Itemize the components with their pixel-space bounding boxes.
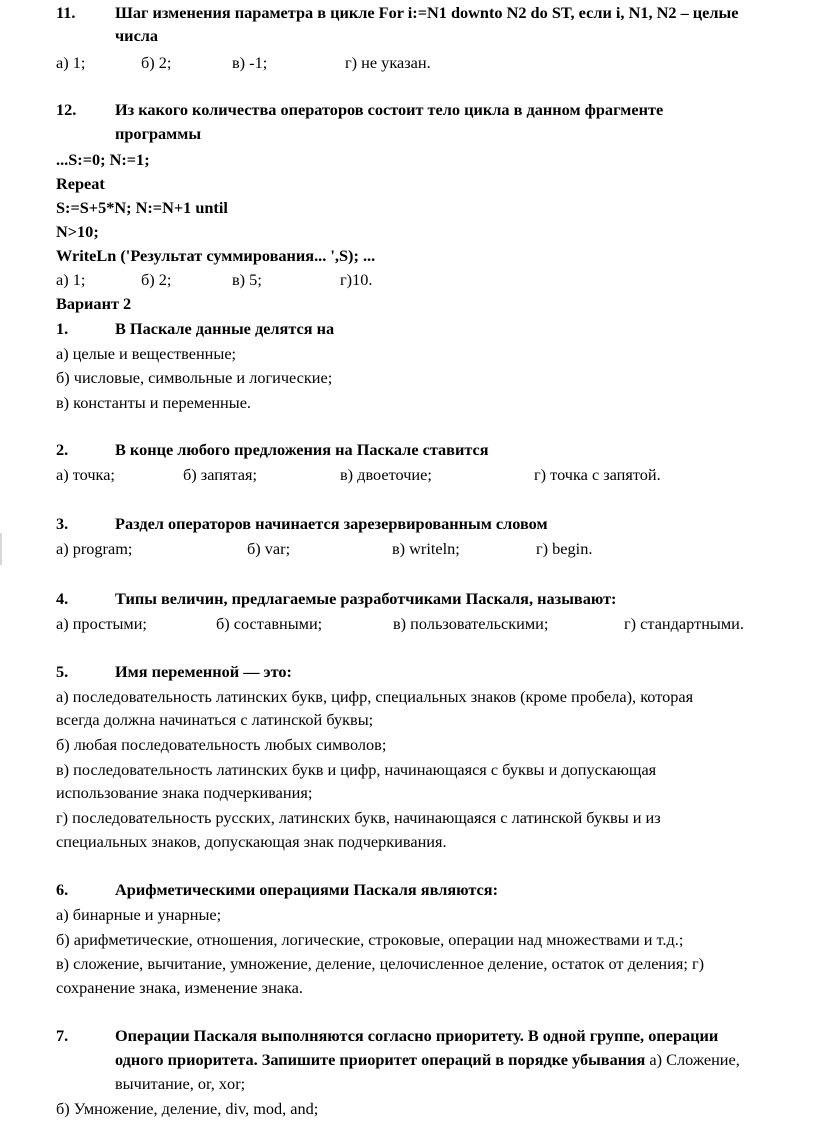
question-number: 5. [56, 662, 69, 681]
question-number: 12. [56, 100, 77, 119]
question-text-cont: программы [115, 124, 202, 143]
answer-line: использование знака подчеркивания; [56, 783, 313, 802]
question-number: 4. [56, 589, 69, 608]
answer-option: г) точка с запятой. [534, 465, 661, 484]
answer-option: в) -1; [232, 53, 268, 72]
answer-option: а) 1; [56, 270, 86, 289]
answer-option: г) begin. [536, 539, 593, 558]
variant-title: Вариант 2 [56, 294, 132, 313]
answer-line: г) последовательность русских, латинских букв, начинающаяся с латинской буквы и из [56, 808, 661, 827]
answer-option: б) составными; [216, 614, 323, 633]
question-number: 2. [56, 440, 69, 459]
question-number: 3. [56, 514, 69, 533]
answer-option: а) простыми; [56, 614, 147, 633]
answer-option: в) 5; [232, 270, 262, 289]
answer-inline: а) Сложение, [645, 1050, 740, 1069]
question-number: 7. [56, 1026, 69, 1045]
question-text: Из какого количества операторов состоит тело цикла в данном фрагменте [115, 100, 664, 119]
question-text: Раздел операторов начинается зарезервированным словом [115, 514, 548, 533]
code-line: Repeat [56, 174, 105, 193]
code-line: S:=S+5*N; N:=N+1 until [56, 198, 228, 217]
question-number: 6. [56, 880, 69, 899]
question-text: Шаг изменения параметра в цикле For i:=N1 downto N2 do ST, если i, N1, N2 – целые [115, 3, 739, 22]
scan-edge-mark [0, 533, 2, 565]
answer-option: б) запятая; [183, 465, 257, 484]
answer-line: всегда должна начинаться с латинской буквы; [56, 710, 374, 729]
answer-line: сохранение знака, изменение знака. [56, 978, 303, 997]
answer-option: г) стандартными. [624, 614, 744, 633]
question-text-cont: числа [115, 26, 159, 45]
question-text-cont [115, 1050, 740, 1070]
answer-line: б) любая последовательность любых символов; [56, 735, 387, 754]
question-text: Арифметическими операциями Паскаля являются: [115, 880, 499, 899]
question-text-bold: одного приоритета. Запишите приоритет операций в порядке убывания [115, 1050, 646, 1069]
answer-line: в) константы и переменные. [56, 393, 252, 412]
answer-line: б) арифметические, отношения, логические, строковые, операции над множествами и т.д.; [56, 930, 684, 949]
answer-option: а) точка; [56, 465, 115, 484]
answer-line: б) Умножение, деление, div, mod, and; [56, 1099, 319, 1118]
answer-line: специальных знаков, допускающая знак подчеркивания. [56, 832, 447, 851]
answer-option: б) var; [247, 539, 291, 558]
answer-option: б) 2; [141, 270, 172, 289]
answer-option: а) 1; [56, 53, 86, 72]
question-text: В конце любого предложения на Паскале ставится [115, 440, 489, 459]
answer-option: в) пользовательскими; [393, 614, 549, 633]
question-text: Операции Паскаля выполняются согласно приоритету. В одной группе, операции [115, 1026, 719, 1045]
answer-line: в) последовательность латинских букв и цифр, начинающаяся с буквы и допускающая [56, 760, 657, 779]
code-line: N>10; [56, 222, 99, 241]
question-text: Типы величин, предлагаемые разработчиками Паскаля, называют: [115, 589, 617, 608]
answer-line: в) сложение, вычитание, умножение, деление, целочисленное деление, остаток от деления; г) [56, 954, 705, 973]
answer-line: б) числовые, символьные и логические; [56, 368, 333, 387]
answer-option: г)10. [340, 270, 373, 289]
answer-option: г) не указан. [345, 53, 431, 72]
answer-line: вычитание, or, xor; [115, 1074, 246, 1093]
answer-option: в) двоеточие; [340, 465, 432, 484]
answer-option: а) program; [56, 539, 133, 558]
code-line: ...S:=0; N:=1; [56, 150, 150, 169]
question-text: В Паскале данные делятся на [115, 319, 335, 338]
answer-line: а) целые и вещественные; [56, 344, 237, 363]
answer-line: а) бинарные и унарные; [56, 905, 222, 924]
answer-option: в) writeln; [392, 539, 460, 558]
question-text: Имя переменной — это: [115, 662, 292, 681]
answer-option: б) 2; [141, 53, 172, 72]
question-number: 1. [56, 319, 69, 338]
code-line: WriteLn ('Результат суммирования... ',S); ... [56, 246, 376, 265]
question-number: 11. [56, 3, 76, 22]
answer-line: а) последовательность латинских букв, цифр, специальных знаков (кроме пробела), которая [56, 687, 694, 706]
